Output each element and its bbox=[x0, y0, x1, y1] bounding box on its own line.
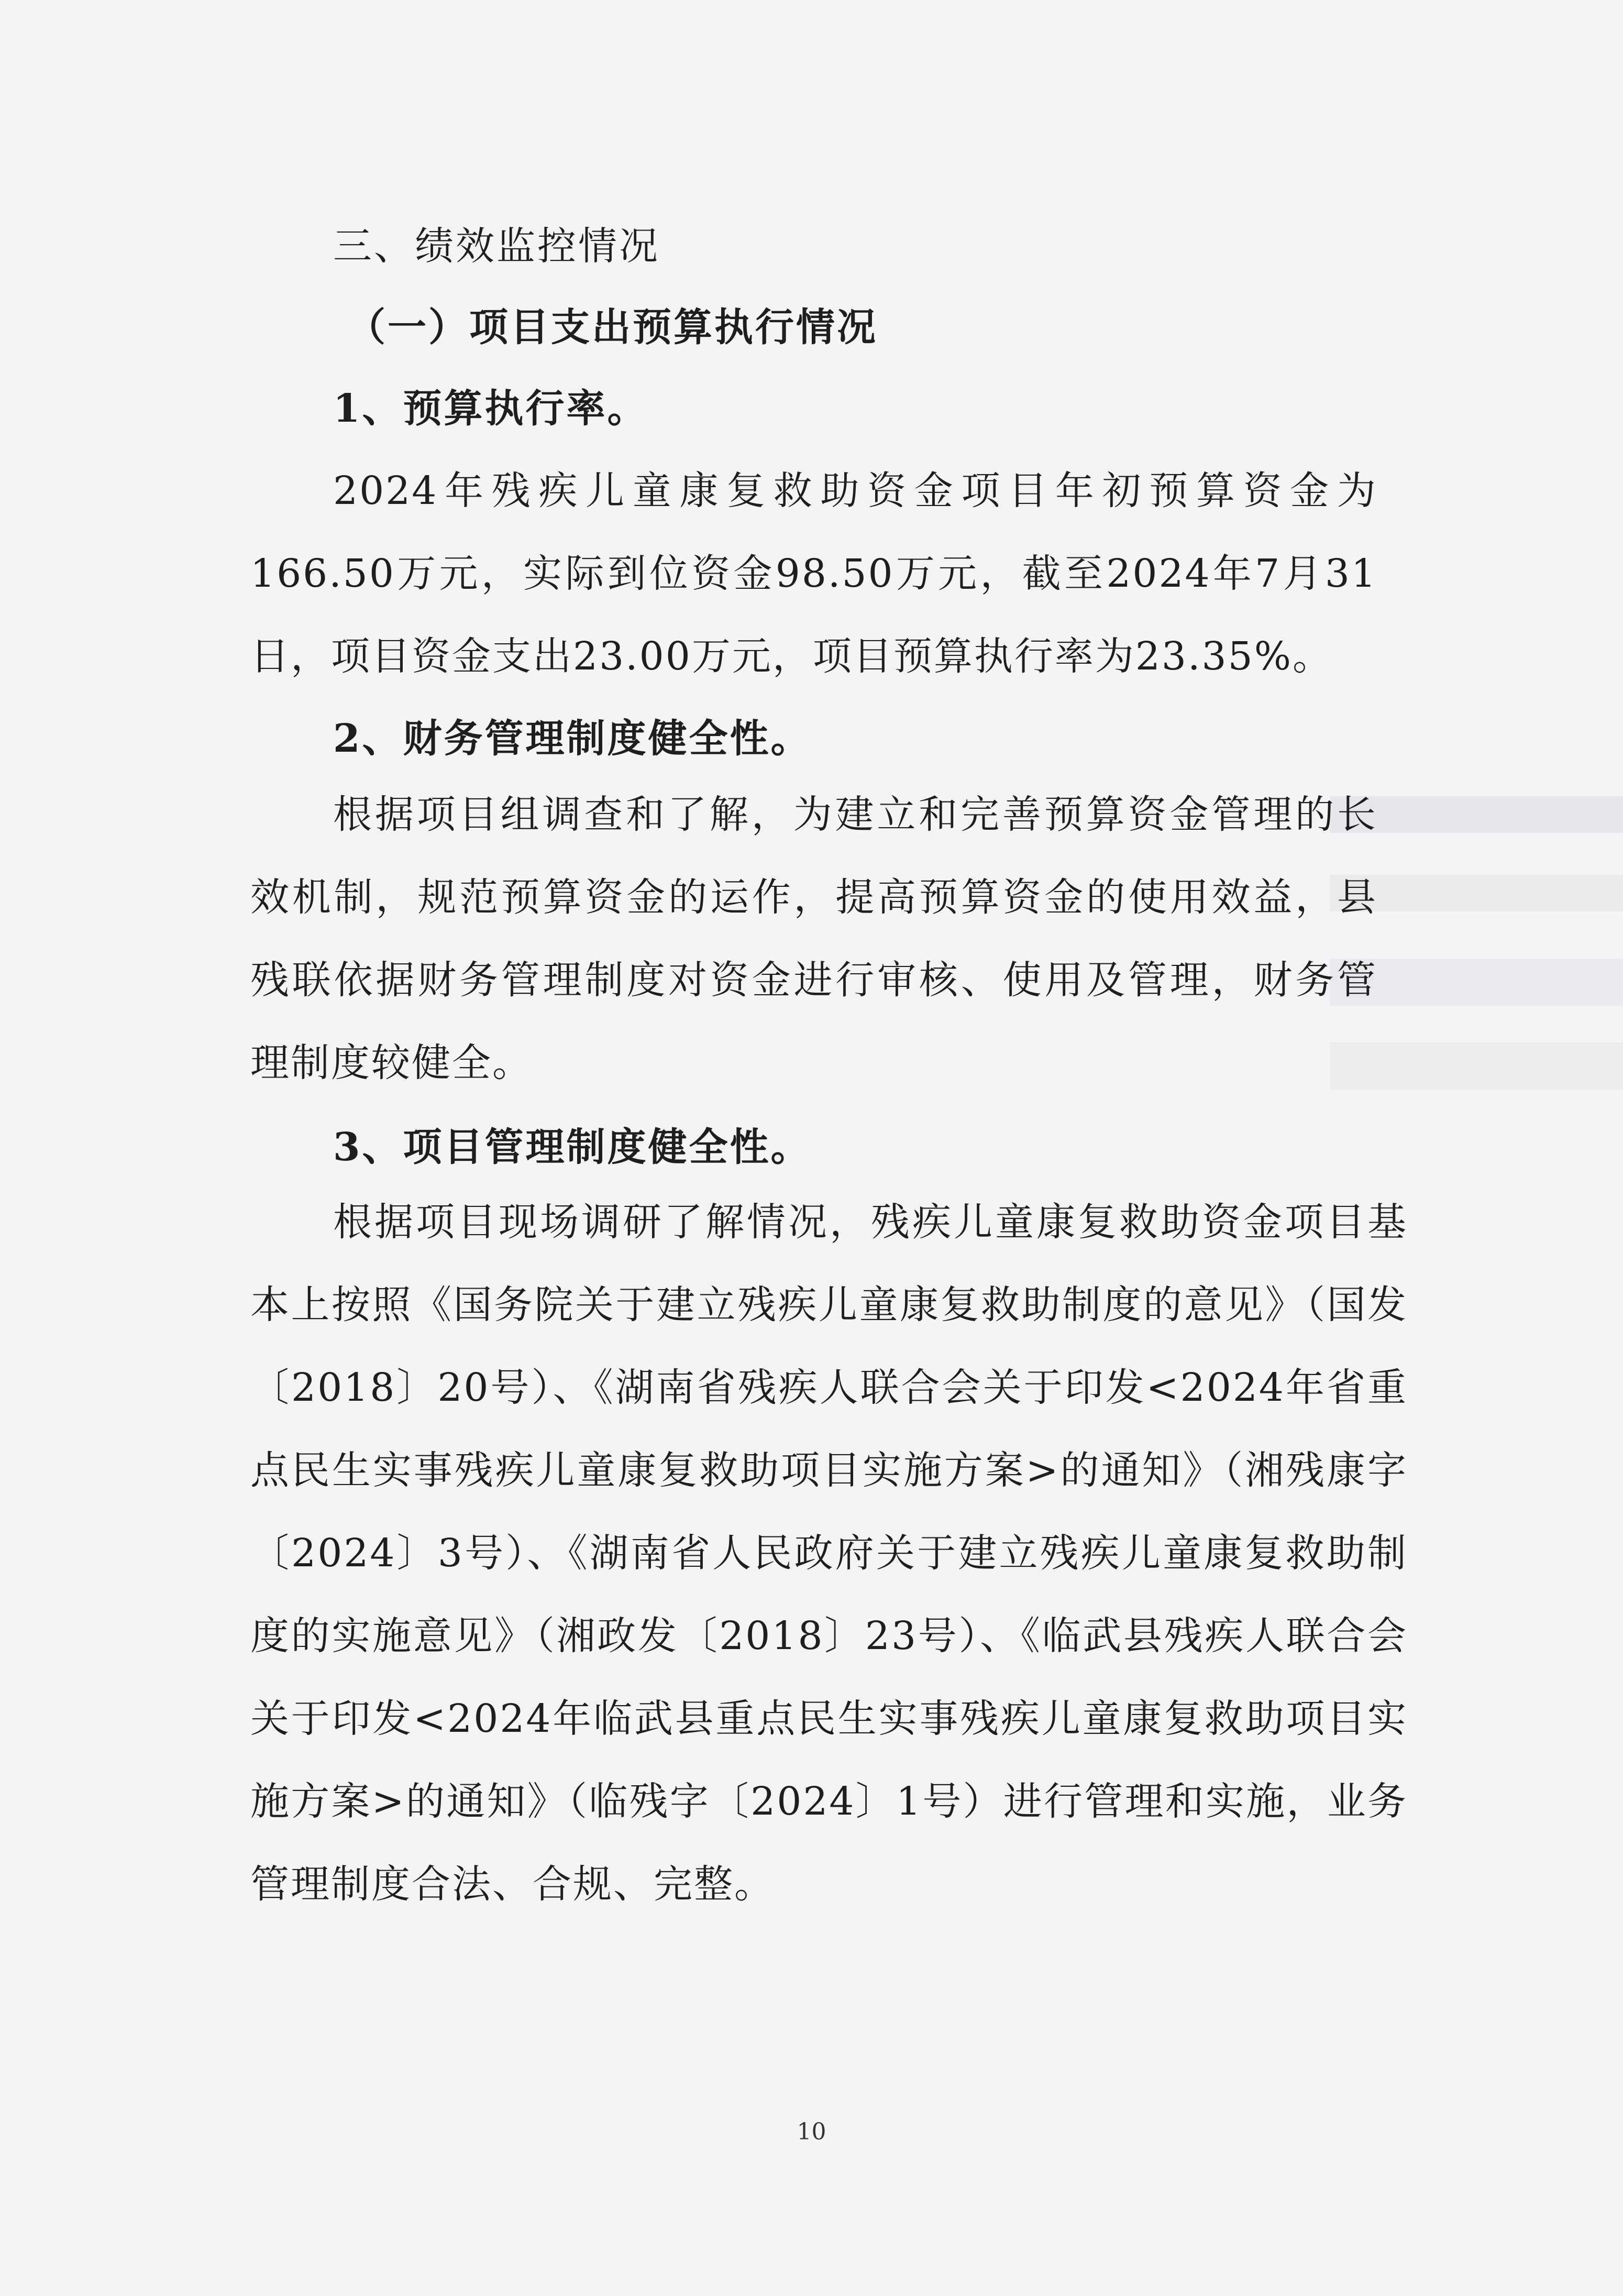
subsection-heading: （一）项目支出预算执行情况 bbox=[347, 305, 878, 350]
item-heading-financial-management: 2、财务管理制度健全性。 bbox=[333, 716, 812, 761]
item-heading-project-management: 3、项目管理制度健全性。 bbox=[333, 1125, 812, 1170]
paragraph-project-management: 根据项目现场调研了解情况，残疾儿童康复救助资金项目基本上按照《国务院关于建立残疾儿童康复救助制度的意见》（国发〔2018〕20号）、《湖南省残疾人联合会关于印发<2024年省重点民生实事残疾儿童康复救助项目实施方案>的通知》（湘残康字〔2024〕3号）、《湖南省人民政府关于建立残疾儿童康复救助制度的实施意见》（湘政发〔2018〕23号）、《临武县残疾人联合会关于印发<2024年临武县重点民生实事残疾儿童康复救助项目实施方案>的通知》（临残字〔2024〕1号）进行管理和实施，业务管理制度合法、合规、完整。 bbox=[250, 1200, 1408, 1907]
paragraph-financial-management: 根据项目组调查和了解，为建立和完善预算资金管理的长效机制，规范预算资金的运作，提高预算资金的使用效益，县残联依据财务管理制度对资金进行审核、使用及管理，财务管理制度较健全。 bbox=[250, 792, 1377, 1085]
section-heading: 三、绩效监控情况 bbox=[333, 224, 660, 269]
page-number: 10 bbox=[797, 2118, 826, 2145]
item-heading-budget-execution: 1、预算执行率。 bbox=[333, 386, 648, 431]
paragraph-budget-execution: 2024年残疾儿童康复救助资金项目年初预算资金为166.50万元，实际到位资金98.50万元，截至2024年7月31日，项目资金支出23.00万元，项目预算执行率为23.35%。 bbox=[250, 468, 1377, 679]
